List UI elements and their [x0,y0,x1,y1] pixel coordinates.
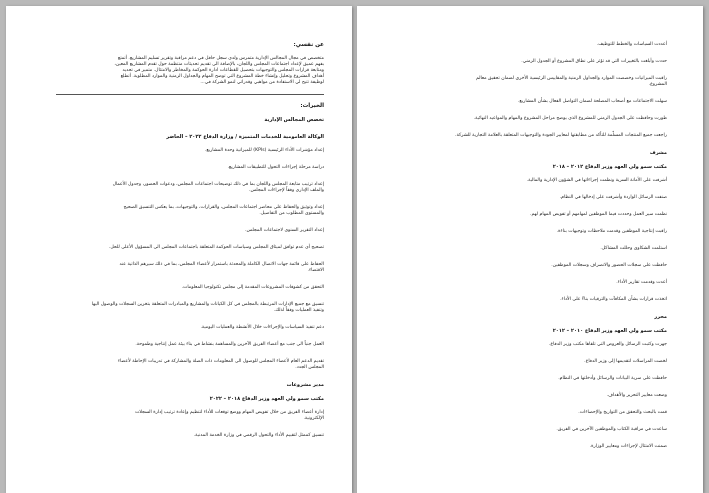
document-page-left [6,6,352,493]
paragraph-item: اتخذت قرارات بشأن المكافآت والترقيات بناءً على الأداء. [560,297,667,302]
spacer [397,6,667,20]
paragraph-item: أشرفت على الأمانة السرية ونظمت إجراءاتها في الشؤون الإدارية والمالية. [526,178,667,183]
spacer [56,6,324,20]
spacer [56,348,324,359]
paragraph-item: صنفت الرسائل الواردة وأشرفت على إدخالها في النظام. [559,195,667,200]
spacer [56,439,324,450]
spacer [397,218,667,229]
paragraph-item: إعداد التقرير السنوي لاجتماعات المجلس. [245,228,324,233]
about-text-line: أهداف المشروع وتحليل وإنشاء خطة المشروع التي توضح المهام والجداول الزمنية والموارد المطلوبة. أتطلع [120,74,324,79]
spacer [397,365,667,376]
spacer [56,95,324,103]
spacer [56,274,324,285]
paragraph-item: راجعت جميع المنتجات المسلّمة للتأكد من مطابقتها لمعايير الجودة والتوجيهات المتعلقة بالعلامة التجارية للشركة. [455,133,667,138]
spacer [56,314,324,325]
paragraph-item: تقديم الدعم العام لأعضاء المجلس للوصول الى المعلومات ذات الصلة والمشاركة في تدريبات الإحاطة لأعضاء المجلس الجدد. [117,359,324,370]
paragraph-item: تنسيق مع جميع الإدارات المرتبطة بالمجلس في كل الكيانات والمشاريع والمبادرات المتعلقة بتخزين السجلات والوصول اليها وتنفيذ العمليات وفقاً لذلك. [91,302,324,313]
spacer [56,48,324,56]
paragraph-item: دعم تنفيذ السياسات والإجراءات خلال الأنشطة والعمليات اليومية. [200,325,324,330]
section-title: مكتب سمو ولي العهد وزير الدفاع ٢٠١٢ – ٢٠١٨ [552,164,667,170]
spacer [56,422,324,433]
paragraph-item: ضمنت الامتثال لإجراءات ومعايير الوزارة. [589,444,667,449]
paragraph-item: أعدت وقدمت تقارير الأداء. [616,280,667,285]
spacer [56,34,324,42]
spacer [397,48,667,59]
spacer [56,123,324,134]
spacer [397,235,667,246]
spacer [397,416,667,427]
experience-heading: الخبرات: [300,103,324,109]
spacer [397,139,667,150]
spacer [397,170,667,178]
paragraph-item: وضعت معايير التحرير والأهداف. [606,393,667,398]
spacer [56,402,324,410]
spacer [56,194,324,205]
paragraph-item: إدارة أعضاء الفريق من خلال تفويض المهام ووضع توقعات للأداء لتنظيم وإعادة ترتيب إدارة السجلات الإلكترونية. [134,410,324,421]
spacer [397,382,667,393]
spacer [397,334,667,342]
section-title: تخصص المجالس الإدارية [264,117,324,123]
paragraph-item: دراسة مرحلة إجراءات التحول للتطبيقات المشاريع. [227,165,324,170]
paragraph-item: إعداد وتوثيق والحفاظ على محاضر اجتماعات المجلس، والقرارات، والتوجيهات، بما يعكس التنسيق الصحيح والمستوى المطلوب من التفاصيل. [123,205,324,216]
paragraph-item: إعداد ترتيب متابعة المجلس واللجان بما في ذلك توضيحات اجتماعات المجلس، ودعوات الحضور، وجدول الأعمال والملف الإداري وفقاً لإجراءات المجلس. [112,182,324,193]
spacer [397,201,667,212]
spacer [56,140,324,148]
paragraph-item: طورت وحافظت على الجدول الزمني للمشروع الذي يوضح مراحل المشروع والمهام والمواعيد النهائية. [473,116,667,121]
paragraph-item: لخصت المراسلات لتقديمها إلى وزير الدفاع. [584,359,667,364]
paragraph-item: ساعدت في مراقبة الكتاب والموظفين الآخرين في الفريق. [556,427,667,432]
spacer [397,105,667,116]
spacer [397,433,667,444]
section-subtitle: الوكالة العامومية للخدمات المتميزة / وزارة الدفاع ٢٠٢٢ – الحاضر [166,134,324,140]
spacer [56,251,324,262]
spacer [56,86,324,94]
about-heading: عن نفسي: [293,42,324,48]
paragraph-item: راقبت إنتاجية الموظفين وقدمت ملاحظات وتوجيهات بناءة. [556,229,667,234]
spacer [56,234,324,245]
left-page-content [6,6,352,450]
section-role: محرر [654,314,667,320]
spacer [56,331,324,342]
paragraph-item: راقبت الميزانيات وخصصت الموارد والجداول الزمنية والمقاييس الرئيسية الأخرى لضمان تحقيق معالم المشروع. [476,76,667,87]
spacer [397,156,667,164]
section-role: مشرف [649,150,667,156]
about-text-line: ومتابعة قرارات المجلس والتوجيهات بتحصيل للقطاعات ادارة الحوكمة والمخاطر والامتثال. متميز في تحديد [122,68,324,73]
spacer [397,20,667,34]
spacer [56,171,324,182]
spacer [397,399,667,410]
paragraph-item: قمت بالبحث والتحقق من التواريخ والإحصاءات. [578,410,667,415]
paragraph-item: العمل جنباً الى جنب مع أعضاء الفريق الآخرين والمساهمة بنشاط في بناء بيئة عمل إنتاجية وطموحة. [135,342,324,347]
section-role: مدير مشروعات [286,382,324,388]
spacer [397,252,667,263]
paragraph-item: أعددت السياسات والخطط للتوظيف. [596,42,667,47]
right-page-content [357,6,703,461]
spacer [56,291,324,302]
spacer [397,88,667,99]
document-page-right [357,6,703,493]
paragraph-item: التحقق من كشوفات المشروعات المقدمة إلى مجلس تكنولوجيا المعلومات. [181,285,324,290]
about-text-line: متخصص في مجال المجالس الإدارية متمرس ولدي سجل حافل في دعم مراقبة وتقرير تسليم المشاريع. أتمتع [117,56,324,61]
paragraph-item: سهلت الاجتماعات مع أصحاب المصلحة لضمان التواصل الفعال بشأن المشاريع. [517,99,667,104]
spacer [397,320,667,328]
spacer [56,371,324,382]
spacer [56,217,324,228]
paragraph-item: إعداد مؤشرات الأداء الرئيسية (KPIs) للميزانية وحدة المشاريع. [204,148,324,153]
spacer [397,122,667,133]
spacer [397,269,667,280]
paragraph-item: حافظت على سرية البيانات والرسائل وأدخلتها في النظام. [558,376,667,381]
spacer [397,184,667,195]
about-text-line: لوظيفة تتيح لي الاستفادة من مواهبي وقدراتي لنمو الشركة في... [200,80,324,85]
paragraph-item: الحفاظ على قائمة جهات الاتصال الكاملة والمحدثة باستمرار لأعضاء المجلس، بما في ذلك سيرهم الذاتية عند الاقتضاء. [119,262,324,273]
spacer [397,303,667,314]
paragraph-item: حددت وأبلغت بالتغييرات التي قد تؤثر على نطاق المشروع أو الجدول الزمني. [521,59,667,64]
spacer [397,65,667,76]
spacer [397,450,667,461]
section-title: مكتب سمو ولي العهد وزير الدفاع ٢٠١٨ – ٢٠٢٢ [209,396,324,402]
paragraph-item: حافظت على سجلات الحضور والانصراف وسجلات الموظفين. [551,263,667,268]
paragraph-item: نظمت سير العمل وحددت فيما الموظفين لمهامهم أو تفويض المهام لهم. [530,212,667,217]
paragraph-item: جهزت وكتبت الرسائل والعروض التي تلقاها مكتب وزير الدفاع. [548,342,667,347]
about-text-line: بفهم عميق لإعداد اجتماعات المجلس واللجان، بالإضافة الى تقديم تحديثات منتظمة حول تقدم المشاريع المعين، [114,62,324,67]
spacer [56,20,324,34]
spacer [397,348,667,359]
paragraph-item: تصحيح أي عدم توافق لميثاق المجلس وسياسات الحوكمة المتعلقة باجتماعات المجلس الى المسؤول الأعلى للحل. [108,245,324,250]
spacer [56,154,324,165]
spacer [397,286,667,297]
section-title: مكتب سمو ولي العهد وزير الدفاع ٢٠١٠ – ٢٠١٢ [552,328,667,334]
paragraph-item: تنسيق كممثل لتقييم الأداء والتحول الرقمي في وزارة الخدمة المدنية. [193,433,324,438]
spacer [56,109,324,117]
spacer [397,34,667,42]
paragraph-item: استلمت الشكاوى وحللت المشاكل. [600,246,667,251]
spacer [56,388,324,396]
